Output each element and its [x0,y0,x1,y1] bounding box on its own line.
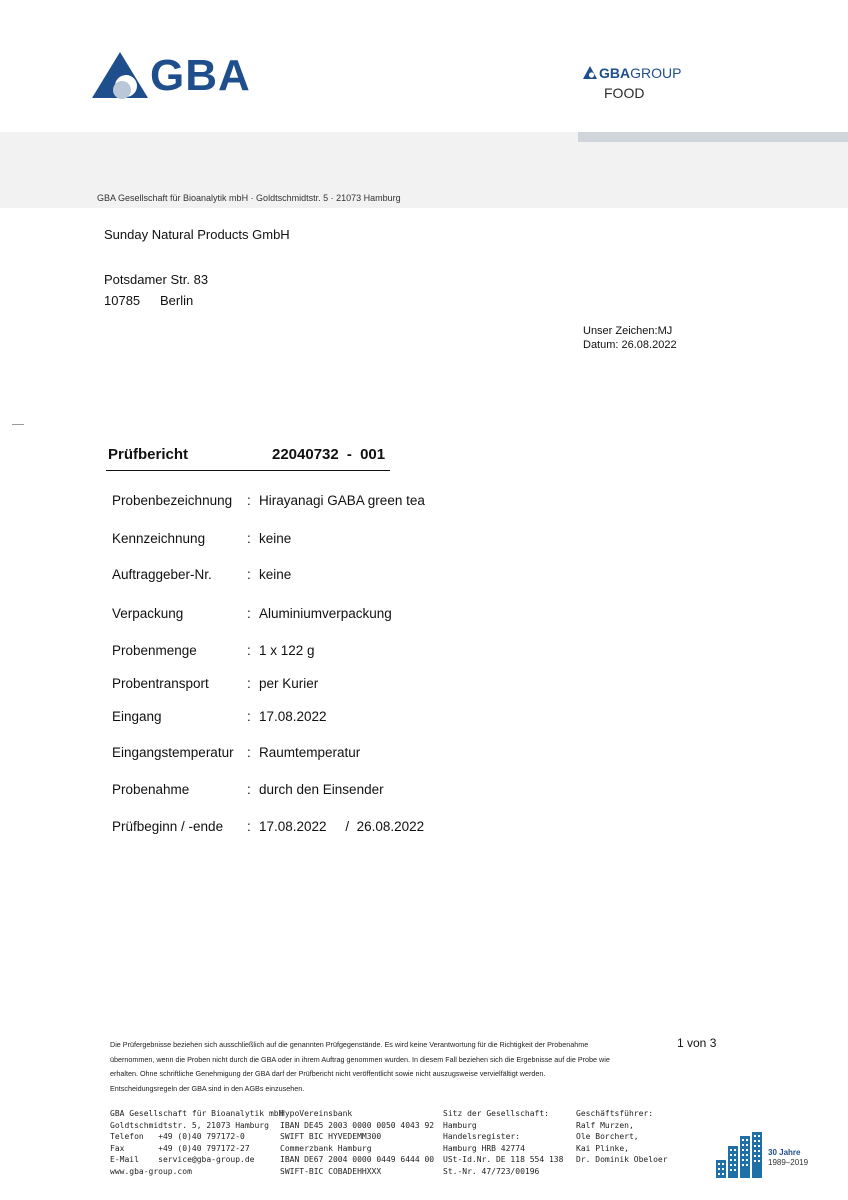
recipient-street: Potsdamer Str. 83 [104,272,209,287]
field-row [112,643,612,661]
footer-line: Hamburg HRB 42774 [443,1143,525,1153]
disclaimer-line: erhalten. Ohne schriftliche Genehmigung der GBA darf der Prüfbericht nicht veröffentlicht sowie nicht auszugsweise vervielfältigt werden. [110,1069,546,1078]
anniversary-years: 1989–2019 [768,1158,809,1167]
reference-date: Datum: 26.08.2022 [583,339,677,351]
field-row [112,531,612,549]
report-title: Prüfbericht [108,446,189,463]
footer-seat [443,1108,563,1177]
anniversary-badge [716,1130,826,1180]
field-row [112,819,612,837]
footer-line: Ole Borchert, [576,1132,639,1141]
field-label: Eingangstemperatur [112,745,234,760]
field-colon: : [247,643,251,658]
sender-line: GBA Gesellschaft für Bioanalytik mbH · Goldtschmidtstr. 5 · 21073 Hamburg [97,193,401,203]
footer-line: Kai Plinke, [576,1143,629,1153]
field-value: Aluminiumverpackung [259,606,392,621]
field-colon: : [247,676,251,691]
gba-group-food-logo [583,64,713,104]
field-colon: : [247,819,251,834]
footer-line: SWIFT-BIC COBADEHHXXX [280,1166,382,1176]
field-label: Probenahme [112,782,190,797]
recipient-city: Berlin [160,293,194,308]
field-row [112,567,612,585]
disclaimer [110,1038,630,1096]
footer-company [110,1108,283,1177]
footer-line: USt-Id.Nr. DE 118 554 138 [443,1155,564,1164]
group-logo-suffix: GROUP [630,65,682,81]
footer-line: Commerzbank Hamburg [280,1143,372,1153]
field-label: Eingang [112,709,162,724]
footer-line: IBAN DE45 2003 0000 0050 4043 92 [280,1120,435,1130]
recipient-company: Sunday Natural Products GmbH [104,227,290,242]
group-logo-brand: GBA [599,65,631,81]
field-label: Probenbezeichnung [112,493,233,508]
footer-line: Geschäftsführer: [576,1109,654,1118]
reference-sign: Unser Zeichen:MJ [583,325,673,337]
field-row [112,745,612,763]
group-logo-line [599,64,681,82]
footer-line: HypoVereinsbank [280,1109,353,1118]
footer-line: GBA Gesellschaft für Bioanalytik mbH [110,1109,284,1118]
field-colon: : [247,567,251,582]
field-value: keine [259,567,292,582]
field-value: Raumtemperatur [259,745,361,760]
field-colon: : [247,745,251,760]
disclaimer-line: Die Prüfergebnisse beziehen sich ausschließlich auf die genannten Prüfgegenstände. Es wird keine Verantwortung für die Richtigkeit der Probenahme [110,1040,589,1049]
field-label: Verpackung [112,606,184,621]
field-colon: : [247,606,251,621]
footer-line: St.-Nr. 47/723/00196 [443,1166,540,1176]
footer-line: E-Mail service@gba-group.de [110,1155,255,1164]
field-value: 17.08.2022 [259,709,327,724]
field-colon: : [247,709,251,724]
field-label: Prüfbeginn / -ende [112,819,224,834]
field-row [112,676,612,694]
field-value: 17.08.2022 / 26.08.2022 [259,819,425,834]
gba-group-triangle-icon [583,66,597,79]
report-number: 22040732 - 001 [272,446,386,463]
field-colon: : [247,493,251,508]
anniversary-title: 30 Jahre [768,1148,801,1157]
group-logo-sub: FOOD [604,85,645,101]
field-colon: : [247,531,251,546]
fold-mark [12,424,24,425]
footer-line: www.gba-group.com [110,1166,192,1176]
field-row [112,493,612,511]
field-value: durch den Einsender [259,782,384,797]
footer-managers [576,1108,668,1166]
footer-line: Goldtschmidtstr. 5, 21073 Hamburg [110,1120,269,1130]
anniversary-text [768,1148,808,1168]
building-icon [716,1132,764,1178]
footer-line: Hamburg [443,1120,477,1130]
field-label: Kennzeichnung [112,531,206,546]
gba-logo [92,50,272,102]
footer-line: Fax +49 (0)40 797172-27 [110,1143,250,1153]
field-value: Hirayanagi GABA green tea [259,493,425,508]
page-number: 1 von 3 [677,1036,717,1050]
disclaimer-line: Entscheidungsregeln der GBA sind in den AGBs einzusehen. [110,1083,305,1093]
field-row [112,782,612,800]
field-colon: : [247,782,251,797]
field-value: 1 x 122 g [259,643,315,658]
field-value: keine [259,531,292,546]
field-row [112,606,612,624]
disclaimer-line: übernommen, wenn die Proben nicht durch die GBA oder in ihrem Auftrag genommen wurden. In diesem Fall beziehen sich die Ergebnisse auf die Probe wie [110,1054,610,1064]
footer-line: Dr. Dominik Obeloer [576,1155,668,1164]
footer-line: Handelsregister: [443,1132,521,1141]
field-row [112,709,612,727]
footer-line: Sitz der Gesellschaft: [443,1109,549,1118]
footer-line: Telefon +49 (0)40 797172-0 [110,1132,245,1141]
gba-triangle-icon [92,50,152,102]
footer-line: Ralf Murzen, [576,1120,634,1130]
report-underline [106,470,390,471]
field-value: per Kurier [259,676,319,691]
recipient-zip: 10785 [104,293,141,308]
footer-line: SWIFT BIC HYVEDEMM300 [280,1132,382,1141]
footer-line: IBAN DE67 2004 0000 0449 6444 00 [280,1155,435,1164]
field-label: Probentransport [112,676,209,691]
field-label: Probenmenge [112,643,197,658]
field-label: Auftraggeber-Nr. [112,567,212,582]
gba-logo-text: GBA [150,51,251,100]
header-stripe [578,132,848,142]
footer-bank [280,1108,434,1177]
